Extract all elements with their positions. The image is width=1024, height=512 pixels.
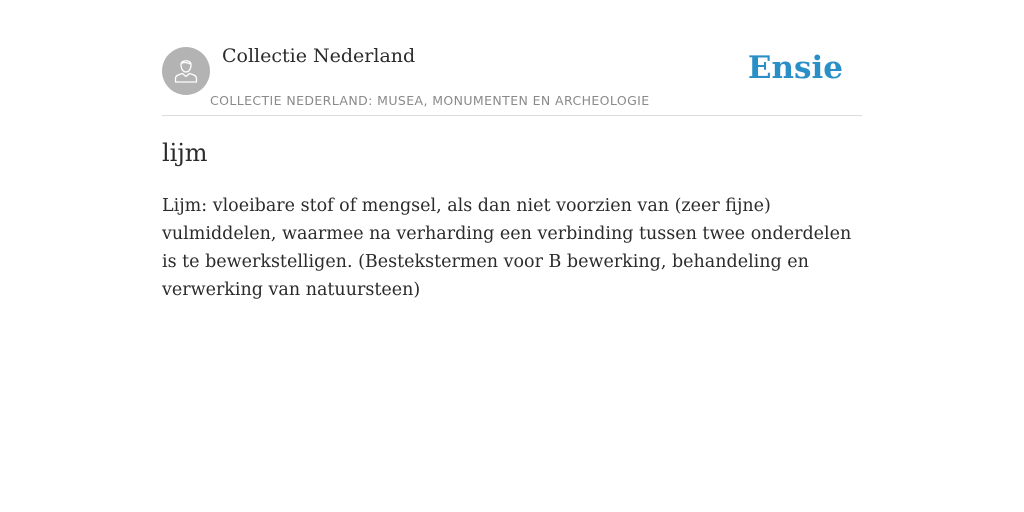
entry-term: lijm xyxy=(162,139,208,167)
entry-definition: Lijm: vloeibare stof of mengsel, als dan niet voorzien van (zeer fijne) vulmiddelen, waarmee na verharding een verbinding tussen twee onderdelen is te bewerkstelligen. (Bestekstermen voor B bewerking, behandeling en verwerking van natuursteen) xyxy=(162,196,852,300)
user-silhouette-icon xyxy=(171,54,201,89)
source-label[interactable]: COLLECTIE NEDERLAND: MUSEA, MONUMENTEN EN ARCHEOLOGIE xyxy=(210,93,650,108)
content-container xyxy=(162,0,862,300)
author-name[interactable]: Collectie Nederland xyxy=(222,45,416,67)
ensie-logo[interactable]: Ensie xyxy=(747,50,843,86)
author-avatar[interactable] xyxy=(162,47,210,95)
entry-header xyxy=(162,0,862,116)
